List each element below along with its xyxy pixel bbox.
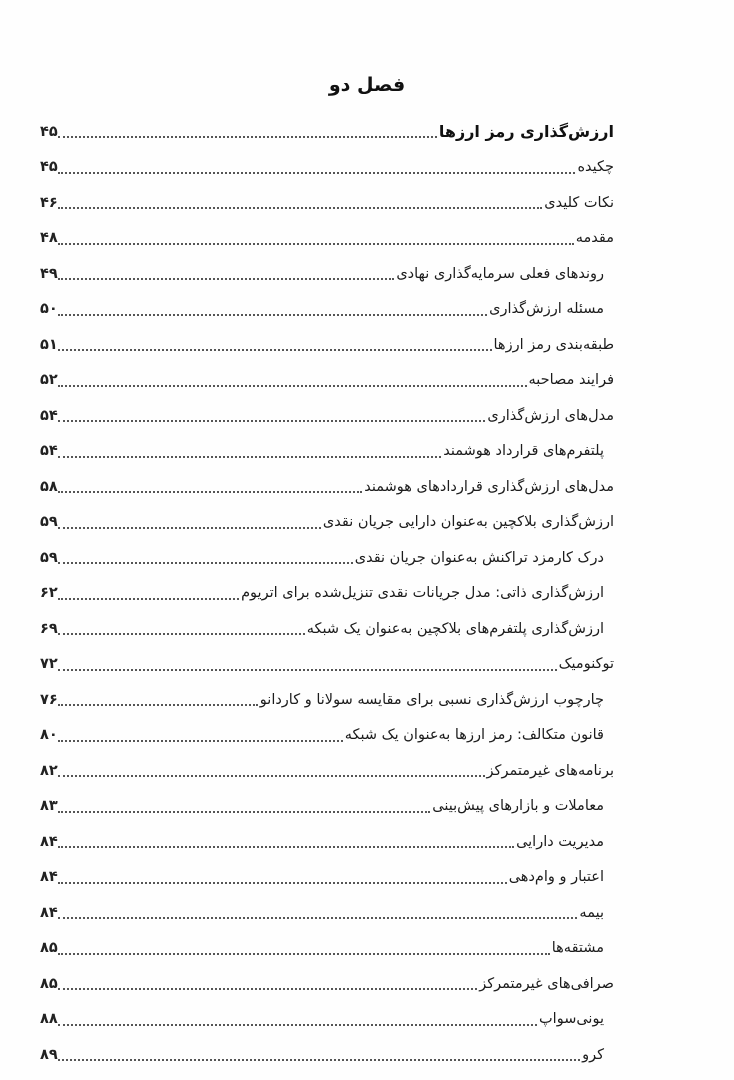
dot-leader bbox=[58, 1058, 580, 1061]
toc-entry-page-number: ۵۲ bbox=[40, 372, 58, 389]
dot-leader bbox=[58, 384, 527, 387]
toc-entry-title: ارزش‌گذاری بلاکچین به‌عنوان دارایی جریان نقدی bbox=[322, 514, 614, 531]
dot-leader bbox=[58, 703, 258, 706]
toc-entry[interactable] bbox=[40, 576, 614, 612]
dot-leader bbox=[58, 490, 363, 493]
toc-entry-page-number: ۴۶ bbox=[40, 194, 58, 211]
toc-entry-title: فرایند مصاحبه bbox=[528, 372, 614, 389]
dot-leader bbox=[58, 952, 550, 955]
dot-leader bbox=[58, 1023, 537, 1026]
dot-leader bbox=[58, 845, 514, 848]
toc-entry[interactable] bbox=[40, 434, 614, 470]
dot-leader bbox=[58, 526, 321, 529]
toc-entry-page-number: ۸۴ bbox=[40, 904, 58, 921]
toc-entry[interactable] bbox=[40, 505, 614, 541]
toc-entry-page-number: ۵۴ bbox=[40, 407, 58, 424]
toc-entry-title: چکیده bbox=[577, 159, 614, 176]
toc-entry-page-number: ۸۳ bbox=[40, 798, 58, 815]
dot-leader bbox=[58, 242, 574, 245]
toc-entry-title: توکنومیک bbox=[558, 656, 614, 673]
toc-entry[interactable] bbox=[40, 114, 614, 150]
toc-entry[interactable] bbox=[40, 1002, 614, 1038]
toc-entry-page-number: ۸۹ bbox=[40, 1046, 58, 1063]
dot-leader bbox=[58, 277, 395, 280]
toc-entry[interactable] bbox=[40, 292, 614, 328]
toc-entry-page-number: ۵۹ bbox=[40, 514, 58, 531]
dot-leader bbox=[58, 348, 492, 351]
toc-entry-title: اعتبار و وام‌دهی bbox=[508, 869, 604, 886]
toc-entry-title: بیمه bbox=[579, 904, 604, 921]
toc-entry-page-number: ۵۸ bbox=[40, 478, 58, 495]
dot-leader bbox=[58, 455, 442, 458]
toc-entry-title: درک کارمزد تراکنش به‌عنوان جریان نقدی bbox=[354, 549, 604, 566]
toc-entry-title: پلتفرم‌های قرارداد هوشمند bbox=[443, 443, 604, 460]
dot-leader bbox=[58, 810, 431, 813]
toc-entry[interactable] bbox=[40, 753, 614, 789]
toc-entry-title: مدل‌های ارزش‌گذاری bbox=[487, 407, 614, 424]
dot-leader bbox=[58, 597, 239, 600]
dot-leader bbox=[58, 632, 305, 635]
dot-leader bbox=[58, 419, 486, 422]
toc-entry-page-number: ۴۵ bbox=[40, 123, 58, 140]
toc-entry[interactable] bbox=[40, 185, 614, 221]
dot-leader bbox=[58, 135, 437, 138]
dot-leader bbox=[58, 916, 578, 919]
toc-entry-title: ارزش‌گذاری پلتفرم‌های بلاکچین به‌عنوان یک شبکه bbox=[306, 620, 604, 637]
toc-entry-page-number: ۸۵ bbox=[40, 975, 58, 992]
toc-entry-page-number: ۶۹ bbox=[40, 620, 58, 637]
toc-entry[interactable] bbox=[40, 221, 614, 257]
toc-entry-title: روندهای فعلی سرمایه‌گذاری نهادی bbox=[396, 265, 604, 282]
toc-entry-page-number: ۶۲ bbox=[40, 585, 58, 602]
toc-entry-title: صرافی‌های غیرمتمرکز bbox=[479, 975, 614, 992]
chapter-title: فصل دو bbox=[328, 74, 406, 96]
toc-entry[interactable] bbox=[40, 256, 614, 292]
toc-entry-page-number: ۴۵ bbox=[40, 159, 58, 176]
toc-entry-title: طبقه‌بندی رمز ارزها bbox=[493, 336, 614, 353]
toc-entry-page-number: ۸۵ bbox=[40, 940, 58, 957]
toc-entry[interactable] bbox=[40, 682, 614, 718]
toc-entry-title: ارزش‌گذاری ذاتی: مدل جریانات نقدی تنزیل‌شده برای اتریوم bbox=[241, 585, 604, 602]
dot-leader bbox=[58, 987, 478, 990]
toc-entry-title: مدل‌های ارزش‌گذاری قراردادهای هوشمند bbox=[364, 478, 614, 495]
toc-entry-title: یونی‌سواپ bbox=[539, 1011, 604, 1028]
toc-entry[interactable] bbox=[40, 469, 614, 505]
toc-entry[interactable] bbox=[40, 966, 614, 1002]
toc-entry[interactable] bbox=[40, 895, 614, 931]
toc-entry[interactable] bbox=[40, 327, 614, 363]
toc-entry-page-number: ۷۶ bbox=[40, 691, 58, 708]
toc-entry-title: مدیریت دارایی bbox=[516, 833, 604, 850]
toc-entry-title: مسئله ارزش‌گذاری bbox=[489, 301, 604, 318]
toc-entry-page-number: ۵۱ bbox=[40, 336, 58, 353]
toc-entry-page-number: ۸۲ bbox=[40, 762, 58, 779]
toc-entry[interactable] bbox=[40, 931, 614, 967]
toc-entry-title: ارزش‌گذاری رمز ارزها bbox=[438, 122, 614, 142]
toc-entry[interactable] bbox=[40, 789, 614, 825]
toc-entry-title: کرو bbox=[582, 1046, 604, 1063]
dot-leader bbox=[58, 739, 343, 742]
toc-entry-page-number: ۸۴ bbox=[40, 833, 58, 850]
toc-entry-page-number: ۵۰ bbox=[40, 301, 58, 318]
toc-entry-title: مشتقه‌ها bbox=[551, 940, 604, 957]
toc-entry-page-number: ۴۸ bbox=[40, 230, 58, 247]
toc-entry[interactable] bbox=[40, 718, 614, 754]
toc-entry-title: مقدمه bbox=[575, 230, 614, 247]
toc-entry[interactable] bbox=[40, 363, 614, 399]
toc-entry[interactable] bbox=[40, 860, 614, 896]
toc-entry-title: معاملات و بازارهای پیش‌بینی bbox=[432, 798, 604, 815]
toc-entry-page-number: ۷۲ bbox=[40, 656, 58, 673]
toc-entry-page-number: ۸۸ bbox=[40, 1011, 58, 1028]
toc-entry[interactable] bbox=[40, 647, 614, 683]
dot-leader bbox=[58, 668, 557, 671]
dot-leader bbox=[58, 774, 485, 777]
table-of-contents bbox=[40, 114, 614, 1073]
toc-entry[interactable] bbox=[40, 611, 614, 647]
toc-entry-page-number: ۸۴ bbox=[40, 869, 58, 886]
toc-entry[interactable] bbox=[40, 1037, 614, 1073]
dot-leader bbox=[58, 313, 487, 316]
toc-entry[interactable] bbox=[40, 398, 614, 434]
toc-entry[interactable] bbox=[40, 540, 614, 576]
toc-entry-page-number: ۸۰ bbox=[40, 727, 58, 744]
toc-entry-title: چارچوب ارزش‌گذاری نسبی برای مقایسه سولانا و کاردانو bbox=[259, 691, 604, 708]
toc-entry-title: قانون متکالف: رمز ارزها به‌عنوان یک شبکه bbox=[344, 727, 604, 744]
toc-entry-title: برنامه‌های غیرمتمرکز bbox=[486, 762, 614, 779]
toc-entry[interactable] bbox=[40, 824, 614, 860]
toc-entry-title: نکات کلیدی bbox=[544, 194, 614, 211]
toc-entry[interactable] bbox=[40, 150, 614, 186]
dot-leader bbox=[58, 171, 576, 174]
dot-leader bbox=[58, 206, 543, 209]
toc-entry-page-number: ۵۴ bbox=[40, 443, 58, 460]
toc-entry-page-number: ۴۹ bbox=[40, 265, 58, 282]
toc-entry-page-number: ۵۹ bbox=[40, 549, 58, 566]
dot-leader bbox=[58, 561, 353, 564]
dot-leader bbox=[58, 881, 507, 884]
